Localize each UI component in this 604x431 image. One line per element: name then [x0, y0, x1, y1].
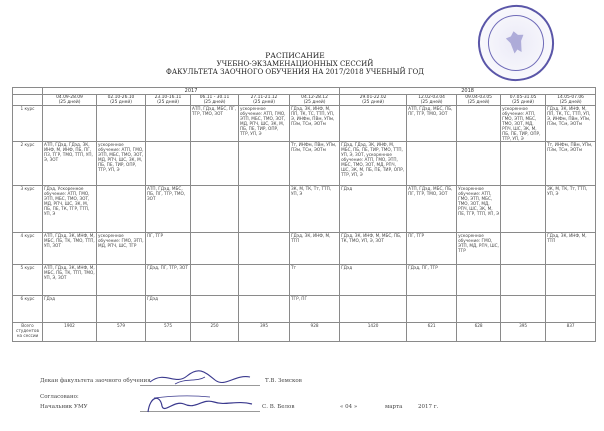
session-cell: [239, 142, 290, 186]
session-cell: АТП, ГДэд, МБС, ПБ, ПГ, ТГР, ТМО, ЗОТ: [407, 186, 457, 233]
session-cell: [191, 142, 239, 186]
course-label: 5 курс: [13, 265, 43, 296]
year-header-row: [13, 88, 596, 95]
period-days: (25 дней): [512, 100, 535, 105]
period-dates: 02.10-26.10: [107, 95, 135, 100]
course-label: 6 курс: [13, 296, 43, 323]
period-header: [457, 95, 501, 106]
umu-signature-icon: [140, 392, 260, 418]
period-days: (25 дней): [420, 100, 443, 105]
period-dates: 23.10-16.11: [154, 95, 182, 100]
period-dates: 09.04-03.05: [465, 95, 492, 100]
session-cell: [239, 186, 290, 233]
total-value: 575: [146, 323, 191, 342]
session-cell: ГДэд, Ускоренное обучение: АТП, ГМО, ЭТП, МБС, ТМО, ЗОТ, МД, РПЧ, ШС, ЗК, М, ПБ, ПЕ, ТК, ТГР, ТТП, УП, Э: [43, 186, 97, 233]
dean-signature-icon: [145, 368, 255, 388]
session-cell: ЗК, М, ТК, Тт, ТТП, УП, Э: [290, 186, 340, 233]
year-2018: 2018: [340, 88, 596, 95]
total-value: 395: [239, 323, 290, 342]
total-value: 579: [97, 323, 146, 342]
title-line-2: УЧЕБНО-ЭКЗАМЕНАЦИОННЫХ СЕССИЙ: [216, 60, 374, 68]
course-row: [13, 233, 596, 265]
session-cell: [191, 233, 239, 265]
session-cell: [97, 106, 146, 142]
session-cell: ПГ, ТГР: [146, 233, 191, 265]
session-cell: [501, 142, 546, 186]
session-cell: ускоренное обучение: АТП, ГМО, ЭТП, МБС, ТМО, ЗОТ, МД, РПЧ, ШС, ЗК, М, ПБ, ПЕ, ТИР, ОПР, ТТР, УП, Э: [501, 106, 546, 142]
period-header: [191, 95, 239, 106]
session-cell: ускоренное обучение: АТП, ГМО, ЭТП, МБС, ТМО, ЗОТ, МД, РПЧ, ШС, ЗК, М, ПБ, ПЕ, ТИР, ОПР, ТТР, УП, Э: [239, 106, 290, 142]
session-cell: [501, 296, 546, 323]
total-value: 1902: [43, 323, 97, 342]
period-dates: 27.11-21.12: [250, 95, 278, 100]
session-cell: АТП, ГДэд, МБС, ПБ, ПГ, ТГР, ТМО, ЗОТ: [407, 106, 457, 142]
period-dates: 14.05-07.06: [557, 95, 584, 100]
date-day: « 04 »: [340, 404, 358, 410]
course-row: [13, 265, 596, 296]
period-days: (25 дней): [303, 100, 326, 105]
session-cell: Ускоренное обучение: АТП, ГМО, ЭТП, МБС, ТМО, ЗОТ, МД, РПЧ, ШС, ЗК, М, ПЕ, ТГР, ТТП, УП, Э: [457, 186, 501, 233]
university-seal: [471, 0, 561, 88]
session-cell: [546, 296, 596, 323]
session-cell: [457, 265, 501, 296]
total-value: 1420: [340, 323, 407, 342]
period-header: [340, 95, 407, 106]
total-value: 250: [191, 323, 239, 342]
dean-label: Декан факультета заочного обучения: [40, 378, 151, 384]
totals-label: Всего студентов на сессии: [13, 323, 43, 342]
period-header: [407, 95, 457, 106]
period-dates: 06.11 - 30.11: [199, 95, 230, 100]
course-label: 1 курс: [13, 106, 43, 142]
dean-name: Т.В. Земсков: [265, 378, 302, 384]
period-header: [501, 95, 546, 106]
period-dates: 04.12-28.12: [301, 95, 328, 100]
period-header: [546, 95, 596, 106]
total-value: 395: [501, 323, 546, 342]
date-year: 2017 г.: [418, 404, 439, 410]
session-cell: АТП, ГДэд, ЗК, ИНФ, М, МБС, ПБ, ТК, ТТП, ТМО, УП, Э, ЗОТ: [43, 265, 97, 296]
period-days: (25 дней): [467, 100, 490, 105]
session-cell: [340, 296, 407, 323]
session-cell: [97, 186, 146, 233]
session-cell: [457, 142, 501, 186]
agreed-label: Согласовано:: [40, 394, 79, 400]
period-dates: 04.09-28.09: [56, 95, 83, 100]
session-cell: Тт: [290, 265, 340, 296]
year-2017: 2017: [43, 88, 340, 95]
session-cell: [407, 142, 457, 186]
total-value: 621: [407, 323, 457, 342]
session-cell: ускоренное обучение: АТП, ГМО, ЭТП, МБС, ТМО, ЗОТ, МД, РПЧ, ШС, ЗК, М, ПБ, ПЕ, ТИР, ОПР, ТТР, УП, Э: [97, 142, 146, 186]
session-cell: [239, 233, 290, 265]
session-cell: [239, 265, 290, 296]
session-cell: АТП, ГДэд, ГДэд, ЗК, ИНФ, М, ИНФ, ПБ, ПГ, ПЗ, ТГР, ТМО, ТТП, УП, Э, ЗОТ: [43, 142, 97, 186]
session-cell: [407, 296, 457, 323]
session-cell: [239, 296, 290, 323]
period-days: (25 дней): [157, 100, 179, 105]
page-title: [150, 52, 440, 76]
session-cell: ГДэд, ГДэд, ЗК, ИНФ, М, МБС, ПБ, ПЕ, ТИР, ТМО, ТТП, УП, Э, ЗОТ, ускоренное обучение: АТП, ГМО, ЭТП, МБС, ТМО, ЗОТ, МД, РПЧ, ШС, ЗК, М, ПБ, ПЕ, ТИР, ОПР, ТТР, УП, Э: [340, 142, 407, 186]
session-cell: ГДэд, ЗК, ИНФ, М, МБС, ПБ, ТК, ТМО, УП, Э, ЗОТ: [340, 233, 407, 265]
session-cell: ГДэд: [146, 296, 191, 323]
period-dates: 07.05-31.05: [509, 95, 537, 100]
session-cell: АТП, ГДэд, МБС, ПГ, ТГР, ТМО, ЗОТ: [191, 106, 239, 142]
course-row: [13, 296, 596, 323]
session-cell: [340, 106, 407, 142]
period-header: [239, 95, 290, 106]
period-header-row: [13, 95, 596, 106]
session-cell: ускоренное обучение: ГМО, ЭТП, МД, РПЧ, ШС, ТГР: [97, 233, 146, 265]
course-label: 3 курс: [13, 186, 43, 233]
session-cell: АТП, ГДэд, ЗК, ИНФ, М, МБС, ПБ, ТК, ТМО, ТТП, УП, ЗОТ: [43, 233, 97, 265]
period-days: (25 дней): [110, 100, 132, 105]
totals-row: [13, 323, 596, 342]
session-cell: Тт, ИНФм, ПВм, УПм, ПЗм, ТСм, ЭОТм: [290, 142, 340, 186]
date-month: марта: [385, 404, 403, 410]
course-row: [13, 106, 596, 142]
period-dates: 29.01-22.02: [359, 95, 387, 100]
course-row: [13, 142, 596, 186]
session-cell: ГДэд, ПГ, ТГР: [407, 265, 457, 296]
period-days: (25 дней): [58, 100, 81, 105]
session-cell: [546, 265, 596, 296]
session-cell: ГДэд, ПГ, ТГР, ЗОТ: [146, 265, 191, 296]
course-rows: [13, 106, 596, 323]
umu-name: С. В. Белов: [262, 404, 295, 410]
period-days: (25 дней): [203, 100, 226, 105]
session-cell: ПГ, ТГР: [407, 233, 457, 265]
session-cell: [146, 142, 191, 186]
title-line-3: ФАКУЛЬТЕТА ЗАОЧНОГО ОБУЧЕНИЯ НА 2017/2018 УЧЕБНЫЙ ГОД: [166, 68, 424, 76]
corner-cell: [13, 88, 43, 95]
session-cell: [191, 265, 239, 296]
session-cell: АТП, ГДэд, МБС, ПБ, ПГ, ТГР, ТМО, ЗОТ: [146, 186, 191, 233]
period-days: (25 дней): [362, 100, 385, 105]
session-cell: [146, 106, 191, 142]
session-cell: [191, 186, 239, 233]
session-cell: [43, 106, 97, 142]
period-header: [146, 95, 191, 106]
course-label: 4 курс: [13, 233, 43, 265]
session-cell: [501, 265, 546, 296]
total-value: 928: [290, 323, 340, 342]
session-cell: [457, 106, 501, 142]
session-cell: ГДэд, ЗК, ИНФ, М, ТТП: [290, 233, 340, 265]
period-header: [43, 95, 97, 106]
corner-cell: [13, 95, 43, 106]
session-cell: ГДэд, ЗК, ИНФ, М, ТТП: [546, 233, 596, 265]
total-value: 628: [457, 323, 501, 342]
course-row: [13, 186, 596, 233]
session-cell: ЗК, М, ТК, Тт, ТТП, УП, Э: [546, 186, 596, 233]
session-cell: ГДэд: [340, 265, 407, 296]
schedule-table: [12, 87, 596, 342]
period-days: (25 дней): [253, 100, 275, 105]
session-cell: [501, 186, 546, 233]
session-cell: ТГР, ПГ: [290, 296, 340, 323]
course-label: 2 курс: [13, 142, 43, 186]
total-value: 837: [546, 323, 596, 342]
period-days: (25 дней): [559, 100, 582, 105]
period-header: [97, 95, 146, 106]
umu-label: Начальник УМУ: [40, 404, 88, 410]
session-cell: ускоренное обучение: ГМО, ЭТП, МД, РПЧ, ШС, ТГР: [457, 233, 501, 265]
session-cell: ГДэд: [43, 296, 97, 323]
session-cell: [501, 233, 546, 265]
title-line-1: РАСПИСАНИЕ: [265, 51, 325, 60]
session-cell: ГДэд, ЗК, ИНФ, М, ПП, ТК, ТС, ТТП, УП, Э, ИНФм, ПВм, УПм, ПЗм, ТСм, ЭОТм: [546, 106, 596, 142]
session-cell: [457, 296, 501, 323]
session-cell: ГДэд, ЗК, ИНФ, М, ПП, ТК, ТС, ТТП, УП, Э, ИНФм, ПВм, УПм, ПЗм, ТСм, ЭОТм: [290, 106, 340, 142]
session-cell: [97, 296, 146, 323]
period-header: [290, 95, 340, 106]
session-cell: [97, 265, 146, 296]
session-cell: [191, 296, 239, 323]
session-cell: ГДэд: [340, 186, 407, 233]
period-dates: 12.02-03.04: [418, 95, 445, 100]
session-cell: Тт, ИНФм, ПВм, УПм, ПЗм, ТСм, ЭОТм: [546, 142, 596, 186]
